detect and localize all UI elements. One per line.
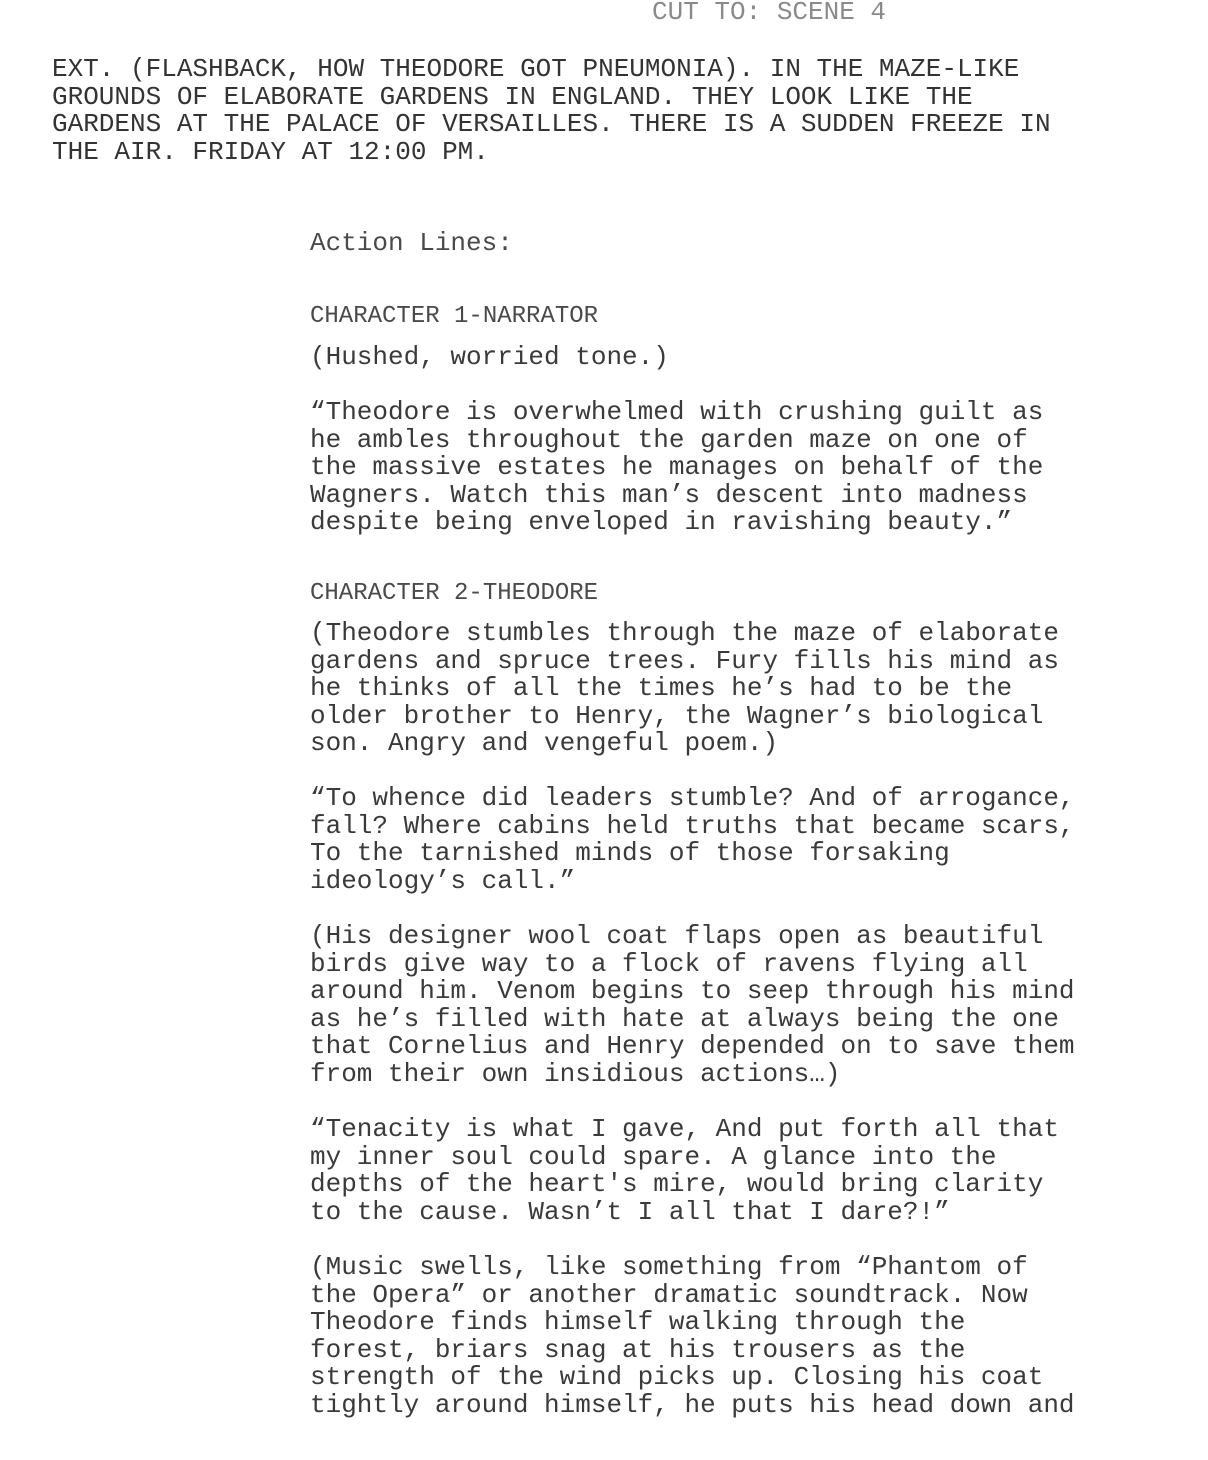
scene-heading <box>52 56 1051 166</box>
character-cue-theodore: CHARACTER 2-THEODORE <box>310 580 599 607</box>
dialogue-line: to the cause. Wasn’t I all that I dare?!” <box>310 1196 950 1227</box>
parenthetical-line: (His designer wool coat flaps open as beautiful <box>310 921 1044 951</box>
theodore-parenthetical-2 <box>310 923 1075 1089</box>
narrator-dialogue <box>310 399 1043 537</box>
parenthetical-line: he thinks of all the times he’s had to be the <box>310 673 1013 704</box>
parenthetical-line: strength of the wind picks up. Closing his coat <box>310 1362 1044 1393</box>
parenthetical-line: gardens and spruce trees. Fury fills his mind as <box>310 645 1059 676</box>
action-lines-label: Action Lines: <box>310 228 513 258</box>
parenthetical-line: (Hushed, worried tone.) <box>310 342 669 372</box>
parenthetical-line: tightly around himself, he puts his head down and <box>310 1389 1075 1420</box>
dialogue-line: fall? Where cabins held truths that became scars, <box>310 810 1075 841</box>
scene-heading-line: GARDENS AT THE PALACE OF VERSAILLES. THERE IS A SUDDEN FREEZE IN <box>52 109 1051 140</box>
dialogue-line: “Theodore is overwhelmed with crushing guilt as <box>310 397 1044 427</box>
narrator-parenthetical <box>310 344 669 372</box>
dialogue-line: my inner soul could spare. A glance into the <box>310 1141 997 1172</box>
scene-heading-line: THE AIR. FRIDAY AT 12:00 PM. <box>52 136 489 167</box>
dialogue-line: ideology’s call.” <box>310 865 576 896</box>
dialogue-line: depths of the heart's mire, would bring clarity <box>310 1169 1044 1200</box>
parenthetical-line: (Theodore stumbles through the maze of elaborate <box>310 618 1059 648</box>
scene-heading-line: GROUNDS OF ELABORATE GARDENS IN ENGLAND. THEY LOOK LIKE THE <box>52 81 973 112</box>
dialogue-line: the massive estates he manages on behalf of the <box>310 452 1044 483</box>
dialogue-line: Wagners. Watch this man’s descent into madness <box>310 479 1028 510</box>
theodore-dialogue-1 <box>310 785 1075 895</box>
parenthetical-line: (Music swells, like something from “Phantom of <box>310 1252 1028 1282</box>
theodore-parenthetical-1 <box>310 620 1059 758</box>
dialogue-line: “To whence did leaders stumble? And of arrogance, <box>310 783 1075 813</box>
dialogue-line: To the tarnished minds of those forsaking <box>310 838 950 869</box>
theodore-parenthetical-3 <box>310 1254 1075 1420</box>
parenthetical-line: as he’s filled with hate at always being the one <box>310 1003 1059 1034</box>
parenthetical-line: that Cornelius and Henry depended on to save them <box>310 1031 1075 1062</box>
theodore-dialogue-2 <box>310 1116 1059 1226</box>
scene-heading-line: EXT. (FLASHBACK, HOW THEODORE GOT PNEUMONIA). IN THE MAZE-LIKE <box>52 54 1020 84</box>
dialogue-line: he ambles throughout the garden maze on one of <box>310 424 1028 455</box>
parenthetical-line: the Opera” or another dramatic soundtrack. Now <box>310 1279 1028 1310</box>
scene-transition: CUT TO: SCENE 4 <box>652 0 887 27</box>
parenthetical-line: from their own insidious actions…) <box>310 1058 841 1089</box>
dialogue-line: “Tenacity is what I gave, And put forth all that <box>310 1114 1059 1144</box>
parenthetical-line: around him. Venom begins to seep through his mind <box>310 976 1075 1007</box>
parenthetical-line: Theodore finds himself walking through the <box>310 1307 966 1338</box>
character-cue-narrator: CHARACTER 1-NARRATOR <box>310 303 599 330</box>
dialogue-line: despite being enveloped in ravishing beauty.” <box>310 507 1013 538</box>
parenthetical-line: son. Angry and vengeful poem.) <box>310 728 779 759</box>
parenthetical-line: forest, briars snag at his trousers as the <box>310 1334 966 1365</box>
parenthetical-line: older brother to Henry, the Wagner’s biological <box>310 700 1044 731</box>
parenthetical-line: birds give way to a flock of ravens flying all <box>310 948 1028 979</box>
